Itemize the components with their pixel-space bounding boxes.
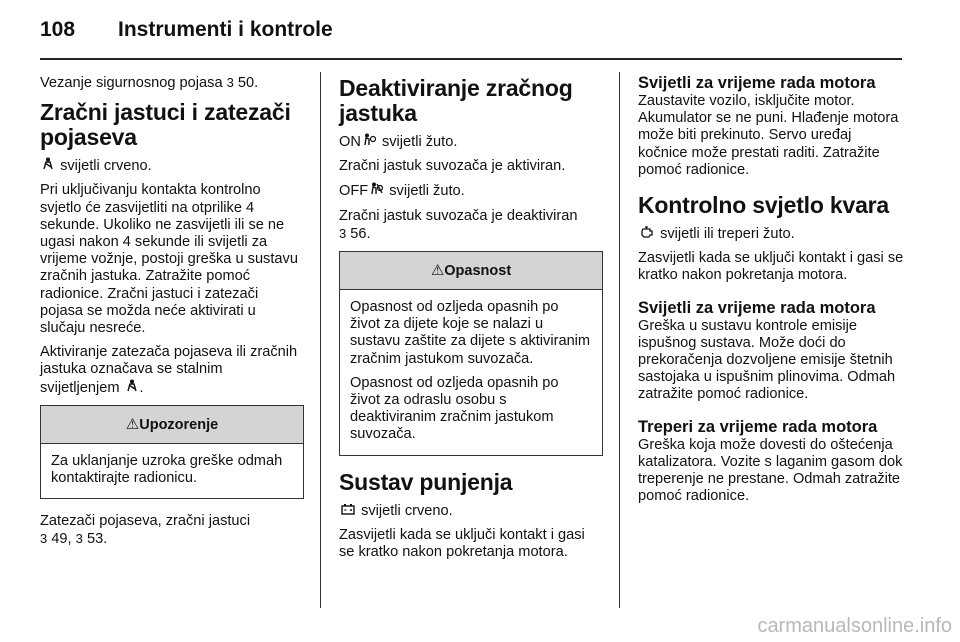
sub-heading: Svijetli za vrijeme rada motora xyxy=(638,74,876,92)
lamp-line: svijetli ili treperi žuto. xyxy=(638,225,904,243)
warning-box xyxy=(40,405,304,499)
section-heading: Kontrolno svjetlo kvara xyxy=(638,192,890,219)
intro-line: Vezanje sigurnosnog pojasa 3 50. xyxy=(40,75,259,91)
section-heading: Sustav punjenja xyxy=(339,468,513,495)
paragraph: Zasvijetli kada se uključi kontakt i gasi se kratko nakon pokretanja motora. xyxy=(638,250,904,284)
paragraph: Zaustavite vozilo, isključite motor. Akumulator se ne puni. Hlađenje motora može biti prekinuto. Servo uređaj kočnice može prestati raditi. Zatražite pomoć radionice. xyxy=(638,93,899,178)
section-heading: Deaktiviranje zračnog jastuka xyxy=(339,75,573,126)
paragraph: Greška u sustavu kontrole emisije ispušnog sustava. Može doći do prekoračenja dozvoljene emisije štetnih sastojaka u ispušnim plinovima. Odmah zatražite pomoć radionice. xyxy=(638,317,896,403)
seat-belt-icon xyxy=(42,157,54,174)
warning-box-header: ⚠Upozorenje xyxy=(41,406,303,444)
section-heading: Zračni jastuci i zatezači pojaseva xyxy=(40,99,291,151)
footer-reference: Zatezači pojaseva, zračni jastuci 3 49, 3 53. xyxy=(40,513,251,548)
battery-icon xyxy=(341,502,355,519)
warning-box-body: Za uklanjanje uzroka greške odmah kontaktirajte radionicu. xyxy=(51,452,283,487)
arrow-icon: 3 xyxy=(339,225,347,241)
paragraph: Greška koja može dovesti do oštećenja katalizatora. Vozite s laganim gasom dok treperenje ne prestane. Odmah zatražite pomoć radionice. xyxy=(638,436,903,505)
lamp-line: svijetli crveno. xyxy=(339,502,603,520)
arrow-icon: 3 xyxy=(75,531,83,547)
watermark: carmanualsonline.info xyxy=(757,615,952,637)
on-line: ON svijetli žuto. xyxy=(339,134,458,150)
arrow-icon: 3 xyxy=(226,75,234,90)
paragraph: Zračni jastuk suvozača je aktiviran. xyxy=(339,158,566,175)
airbag-on-icon xyxy=(363,133,376,150)
arrow-icon: 3 xyxy=(40,531,48,547)
paragraph: Zasvijetli kada se uključi kontakt i gasi se kratko nakon pokretanja motora. xyxy=(339,526,585,561)
column-divider xyxy=(320,72,321,608)
seat-belt-icon xyxy=(126,379,138,396)
danger-box xyxy=(339,251,603,456)
sub-heading: Treperi za vrijeme rada motora xyxy=(638,417,878,436)
engine-icon xyxy=(640,225,654,242)
page-title: Instrumenti i kontrole xyxy=(118,18,333,41)
page-header xyxy=(0,0,960,56)
column-divider xyxy=(619,72,620,608)
warning-triangle-icon: ⚠ xyxy=(125,415,140,433)
paragraph: Zračni jastuk suvozača je deaktiviran 3 56. xyxy=(339,207,578,242)
airbag-off-icon xyxy=(370,182,383,199)
danger-box-header: ⚠Opasnost xyxy=(340,252,602,290)
header-rule xyxy=(40,58,902,60)
paragraph: Pri uključivanju kontakta kontrolno svjetlo će zasvijetliti na otprilike 4 sekunde. Ukoliko ne zasvijetli ili se ne ugasi nakon 4 sekunde ili svijetli za vrijeme vožnje, postoji greška u sustavu zračnih jastuka. Zatražite pomoć radionice. Zračni jastuci i zatezači pojasa se možda neće aktivirati u slučaju nesreće. xyxy=(40,182,298,337)
warning-triangle-icon: ⚠ xyxy=(430,262,445,280)
page-number: 108 xyxy=(40,18,76,41)
off-line: OFF svijetli žuto. xyxy=(339,183,465,200)
column-2 xyxy=(339,74,603,568)
lamp-line: svijetli crveno. xyxy=(40,157,304,175)
paragraph: Aktiviranje zatezača pojaseva ili zračnih jastuka označava se stalnim svijetljenjem . xyxy=(40,344,298,396)
danger-box-body: Opasnost od ozljeda opasnih po život za dijete koje se nalazi u sustavu zaštite za dijete s aktiviranim zračnim jastukom suvozača. Opasnost od ozljeda opasnih po život za odraslu osobu s deaktiviranim zračnim jastukom suvozača. xyxy=(350,299,591,443)
column-3 xyxy=(638,74,904,512)
sub-heading: Svijetli za vrijeme rada motora xyxy=(638,298,876,317)
column-1 xyxy=(40,74,304,556)
